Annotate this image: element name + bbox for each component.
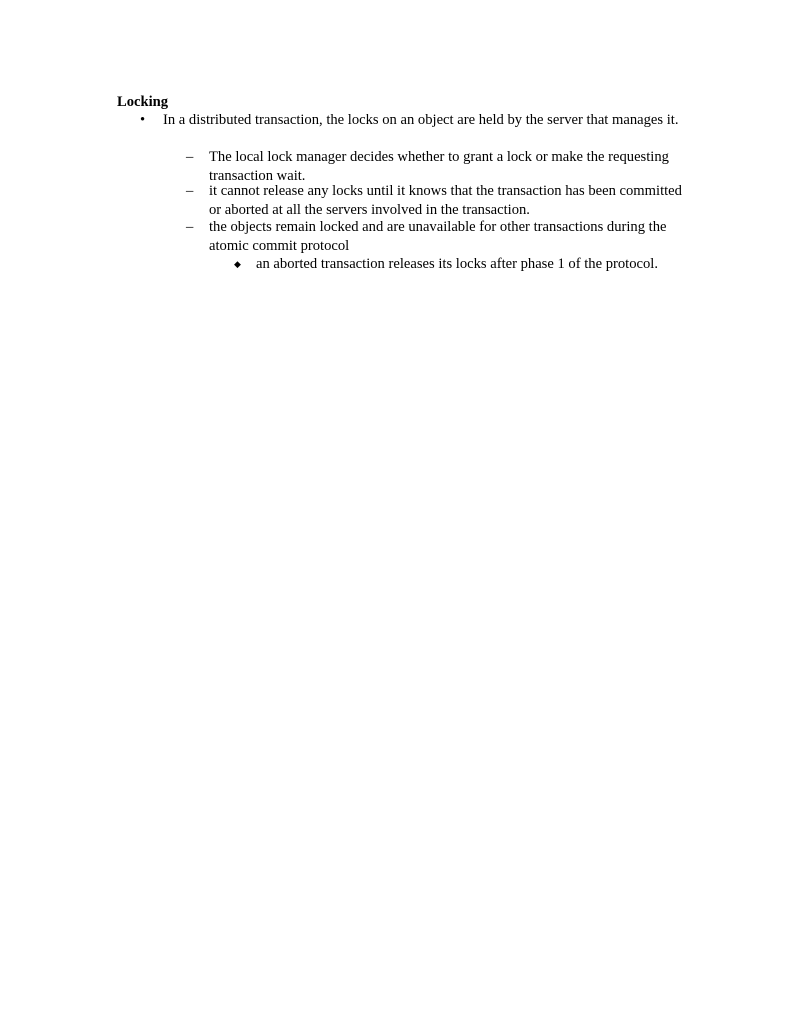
- bullet-marker: •: [140, 112, 146, 128]
- dash-marker: –: [186, 183, 194, 199]
- bullet-text: In a distributed transaction, the locks on an object are held by the server that manages it.: [163, 112, 679, 128]
- dash-marker: –: [186, 149, 194, 165]
- subsubbullet-text: an aborted transaction releases its locks after phase 1 of the protocol.: [256, 256, 658, 272]
- subbullet-text: The local lock manager decides whether to grant a lock or make the requesting transaction wait.: [209, 149, 669, 184]
- diamond-bullet-icon: ◆: [234, 259, 241, 269]
- dash-marker: –: [186, 219, 194, 235]
- subbullet-text: it cannot release any locks until it knows that the transaction has been committed or aborted at all the servers involved in the transaction.: [209, 183, 682, 218]
- section-heading: Locking: [117, 94, 169, 110]
- subbullet-text: the objects remain locked and are unavailable for other transactions during the atomic commit protocol: [209, 219, 667, 254]
